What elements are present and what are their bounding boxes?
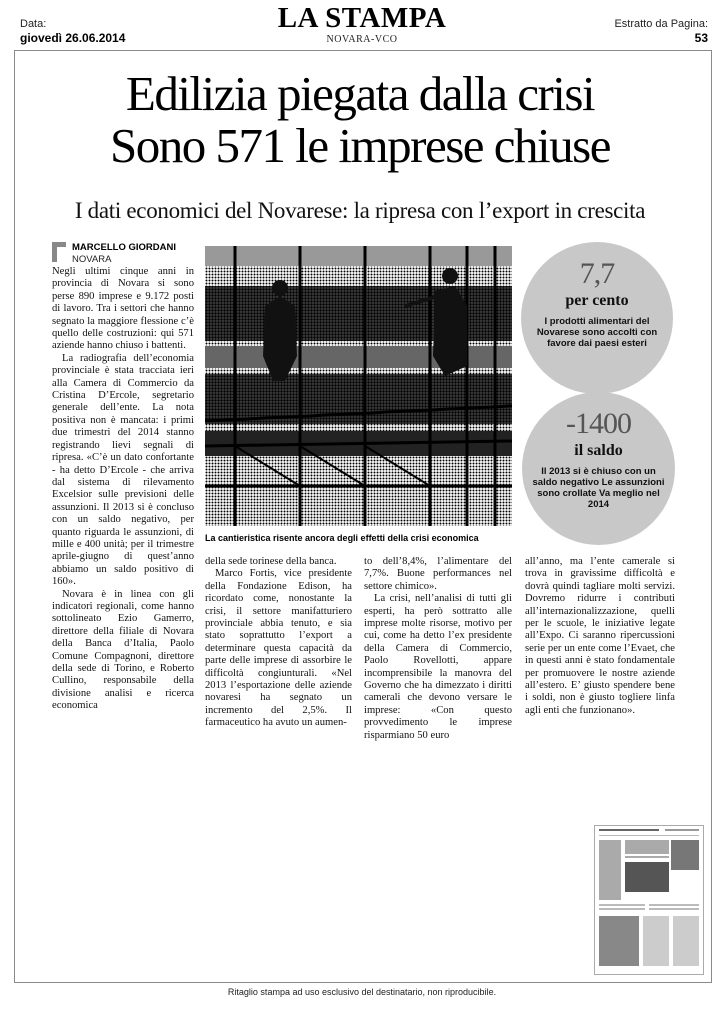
stat-value: -1400 bbox=[566, 407, 631, 440]
stat-value: 7,7 bbox=[579, 257, 615, 290]
stat-unit: per cento bbox=[565, 292, 629, 309]
article-headline bbox=[30, 68, 690, 172]
paragraph: Negli ultimi cinque anni in provincia di Novara si sono perse 890 imprese e 9.172 posti di lavoro. Tra i settori che hanno segnato la maggiore flessione c’è quello delle costruzioni: qui 571 aziende hanno chiuso i battenti. bbox=[52, 266, 194, 352]
byline-author: MARCELLO GIORDANI bbox=[72, 242, 176, 253]
paragraph: La crisi, nell’analisi di tutti gli esperti, ha però sottratto alle imprese molte risorse, motivo per cui, come ha detto l’ex presidente della Camera di Commercio, Paolo Rovellotti, appare incomprensibile la manovra del Governo che ha dimezzato i diritti camerali che devono versare le imprese: «Con questo provvedimento le imprese risparmiano 50 euro bbox=[364, 593, 512, 741]
stat-circle-export bbox=[521, 242, 673, 394]
stat-unit: il saldo bbox=[574, 442, 623, 459]
edition-label: NOVARA-VCO bbox=[326, 34, 398, 45]
byline-corner-mark bbox=[52, 242, 66, 262]
photo-caption: La cantieristica risente ancora degli effetti della crisi economica bbox=[205, 533, 479, 543]
paragraph: della sede torinese della banca. bbox=[205, 556, 337, 567]
headline-line-2: Sono 571 le imprese chiuse bbox=[110, 118, 610, 173]
headline-line-1: Edilizia piegata dalla crisi bbox=[125, 66, 595, 121]
article-column-1 bbox=[52, 266, 194, 713]
article-column-2 bbox=[205, 556, 352, 730]
page-thumbnail-image bbox=[595, 826, 703, 974]
construction-worker-image bbox=[205, 246, 512, 526]
paragraph: Marco Fortis, vice presidente della Fondazione Edison, ha ricordato come, nonostante la crisi, il settore manifatturiero provinciale abbia tenuto, e sia stato soprattutto l’export a determinare questa capacità da parte delle imprese di assorbire le difficoltà congiunturali. «Nel 2013 l’esportazione delle aziende novaresi ha segnato un incremento del 2,5%. Il farmaceutico ha avuto un aumen- bbox=[205, 568, 352, 729]
article-subheadline: I dati economici del Novarese: la ripresa con l’export in crescita bbox=[74, 198, 646, 223]
newspaper-masthead: LA STAMPA bbox=[277, 2, 447, 34]
article-column-3 bbox=[364, 556, 512, 742]
date-label: Data: bbox=[20, 18, 47, 30]
paragraph: La radiografia dell’economia provinciale è stata tracciata ieri alla Camera di Commercio da Cristina D’Ercole, segretario generale dell’ente. La nota positiva non è mancata: i primi due trimestri del 2014 stanno registrando lievi segnali di ripresa. «C’è un dato confortante - ha detto D’Ercole - che arriva dal sistema di rilevamento Excelsior sulle previsioni delle assunzioni. Il 2013 si è concluso con un saldo negativo, per quanto riguarda le assunzioni, di mille e 400 unità; per il trimestre aprile-giugno di quest’anno abbiamo un saldo positivo di 160». bbox=[52, 352, 194, 588]
paragraph: to dell’8,4%, l’alimentare del 7,7%. Buone performances nel settore chimico». bbox=[364, 556, 512, 592]
copyright-notice: Ritaglio stampa ad uso esclusivo del destinatario, non riproducibile. bbox=[227, 987, 497, 997]
stat-description: Il 2013 si è chiuso con un saldo negativo Le assunzioni sono crollate Va meglio nel 2014 bbox=[532, 466, 665, 510]
paragraph: Novara è in linea con gli indicatori regionali, come hanno sottolineato Ezio Gamerro, direttore della filiale di Novara della Banca d’Italia, Paolo Comune Compagnoni, direttore della sede di Torino, e Roberto Cullino, responsabile della divisione analisi e ricerca economica bbox=[52, 588, 194, 712]
date-value: giovedì 26.06.2014 bbox=[20, 31, 126, 45]
stat-description: I prodotti alimentari del Novarese sono accolti con favore dai paesi esteri bbox=[536, 316, 658, 349]
stat-circle-balance bbox=[522, 392, 675, 545]
page-number: 53 bbox=[694, 31, 708, 45]
paragraph: all’anno, ma l’ente camerale si trova in gravissime difficoltà e dovrà quindi tagliare molti servizi. Dovremo ridurre i contributi all’internazionalizzazione, quelli per le scuole, le iniziative legate all’Expo. Ci saranno ripercussioni serie per un ente come l’Evaet, che in questi anni è stato fondamentale per promuovere le nostre aziende all’estero. E’ giusto spendere bene i soldi, non è giusto togliere linfa agli enti che funzionano». bbox=[525, 556, 675, 716]
scaffolding-photo bbox=[205, 246, 512, 526]
byline-location: NOVARA bbox=[72, 254, 112, 265]
article-column-4 bbox=[525, 556, 675, 717]
page-thumbnail bbox=[594, 825, 704, 975]
page-extract-label: Estratto da Pagina: bbox=[614, 18, 708, 30]
